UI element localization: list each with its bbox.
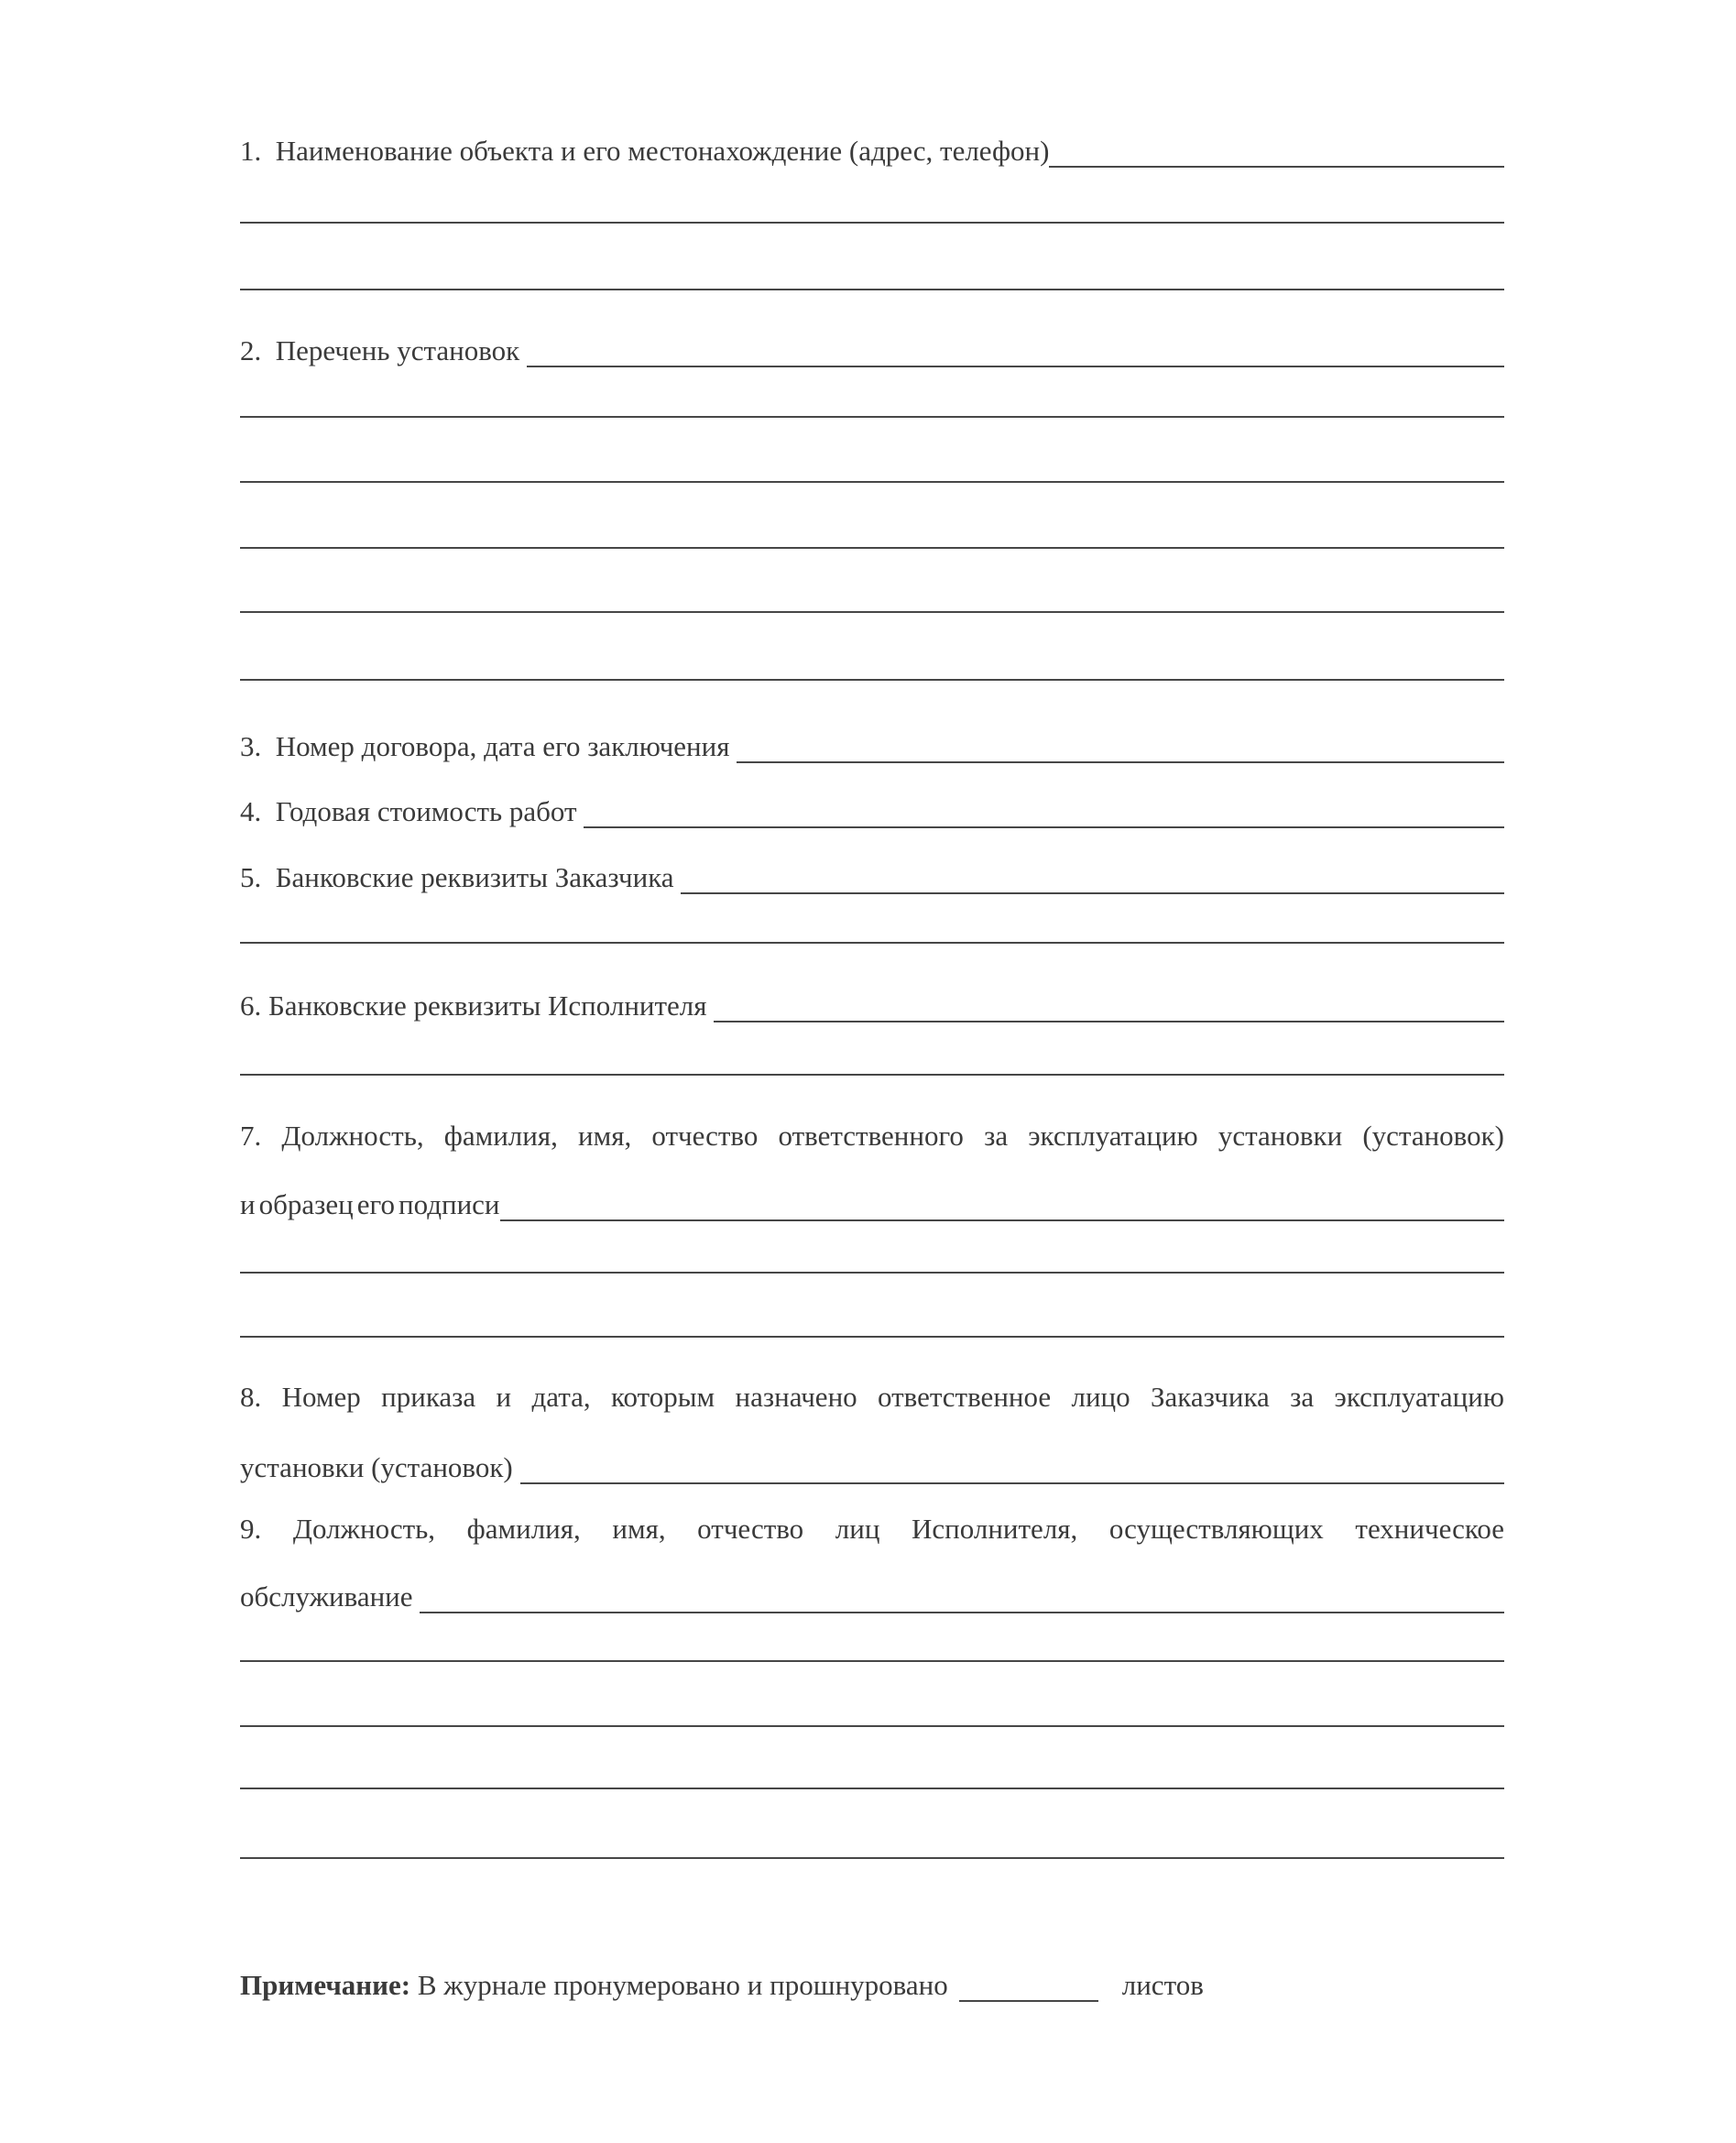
blank-line: [240, 611, 1504, 613]
blank-line: [240, 1788, 1504, 1789]
form-item-4-label: 4. Годовая стоимость работ: [240, 795, 584, 827]
blank-line: [240, 679, 1504, 681]
form-item-7-continuation: и образец его подписи: [240, 1188, 500, 1220]
form-item-4-blank-line: [584, 823, 1504, 828]
form-item-8-line2: [240, 1444, 1504, 1484]
note-blank-line: [959, 1996, 1098, 2002]
form-item-7-line2: [240, 1181, 1504, 1221]
form-item-1-label: 1. Наименование объекта и его местонахождение (адрес, телефон): [240, 135, 1050, 167]
blank-line: [240, 942, 1504, 944]
form-item-9-text: 9. Должность, фамилия, имя, отчество лиц Исполнителя, осуществляющих техническое: [240, 1513, 1504, 1545]
form-item-6: [240, 982, 1504, 1022]
form-item-6-blank-line: [714, 1017, 1504, 1022]
blank-line: [240, 1725, 1504, 1727]
note-row: [240, 1962, 1504, 2002]
blank-line: [240, 481, 1504, 483]
form-item-3-blank-line: [737, 758, 1504, 763]
blank-line: [240, 1857, 1504, 1859]
blank-line: [240, 547, 1504, 549]
form-item-2-blank-line: [527, 362, 1504, 367]
form-item-7-blank-line: [500, 1216, 1504, 1221]
blank-line: [240, 1660, 1504, 1662]
form-item-9-blank-line: [420, 1608, 1504, 1613]
form-item-4: [240, 788, 1504, 828]
form-item-5: [240, 854, 1504, 894]
blank-line: [240, 1272, 1504, 1274]
form-item-3-label: 3. Номер договора, дата его заключения: [240, 730, 737, 762]
form-item-7-text: 7. Должность, фамилия, имя, отчество ответственного за эксплуатацию установки (установок): [240, 1120, 1504, 1152]
note-label: Примечание:: [240, 1969, 411, 2001]
form-item-2-label: 2. Перечень установок: [240, 334, 527, 366]
form-item-5-blank-line: [681, 889, 1504, 894]
form-item-9-line2: [240, 1573, 1504, 1613]
form-item-2: [240, 327, 1504, 367]
form-item-1: [240, 127, 1504, 168]
blank-line: [240, 1074, 1504, 1076]
note-text: В журнале пронумеровано и прошнуровано: [410, 1969, 948, 2001]
blank-line: [240, 222, 1504, 224]
form-item-6-label: 6. Банковские реквизиты Исполнителя: [240, 989, 715, 1022]
form-item-5-label: 5. Банковские реквизиты Заказчика: [240, 861, 682, 893]
blank-line: [240, 416, 1504, 418]
form-item-1-blank-line: [1049, 162, 1504, 168]
form-item-8-continuation: установки (установок): [240, 1451, 520, 1483]
form-item-8-blank-line: [520, 1479, 1505, 1484]
note-suffix: листов: [1121, 1969, 1204, 2001]
form-item-9-line1: [240, 1512, 1504, 1546]
form-item-3: [240, 723, 1504, 763]
page-content: [240, 0, 1504, 2143]
form-item-7-line1: [240, 1119, 1504, 1153]
form-item-9-continuation: обслуживание: [240, 1580, 420, 1613]
blank-line: [240, 289, 1504, 290]
blank-line: [240, 1336, 1504, 1338]
form-item-8-text: 8. Номер приказа и дата, которым назначено ответственное лицо Заказчика за эксплуатацию: [240, 1381, 1504, 1413]
form-item-8-line1: [240, 1380, 1504, 1414]
